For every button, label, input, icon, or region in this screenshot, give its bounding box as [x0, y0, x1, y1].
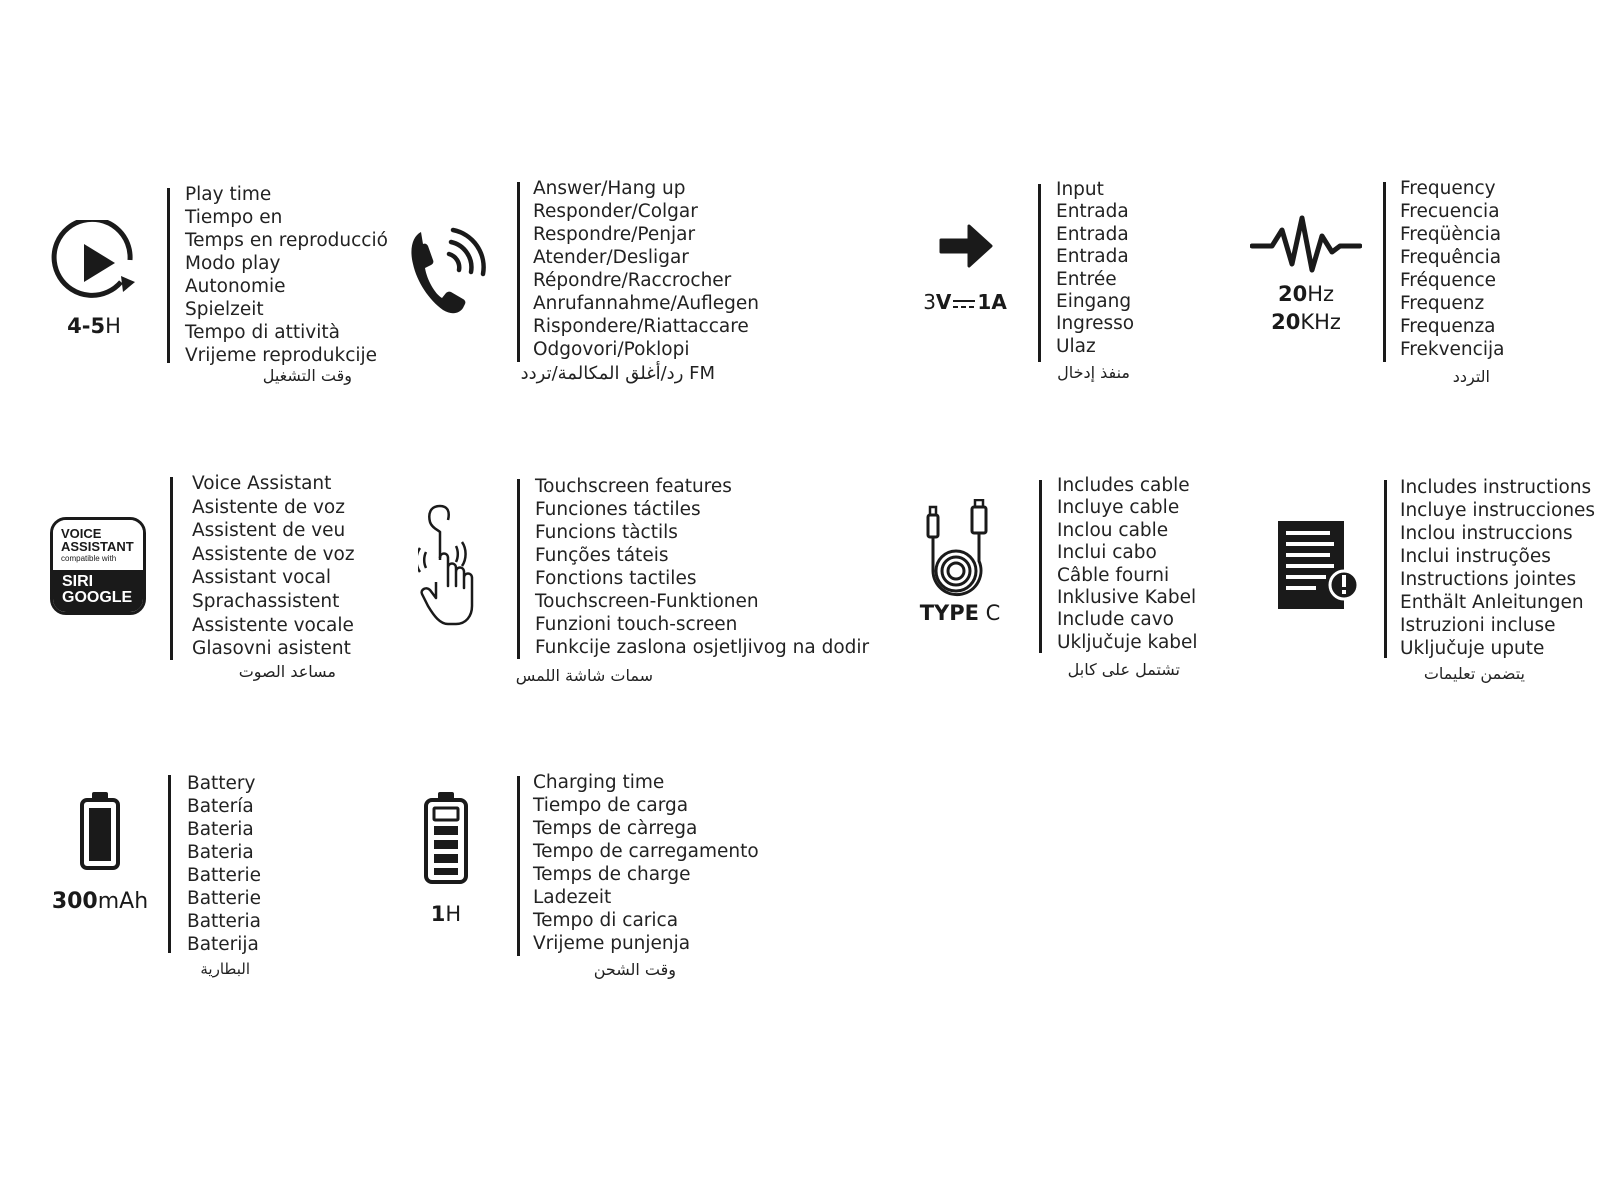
voice-assistant-badge-icon	[50, 517, 146, 615]
label-line: Rispondere/Riattaccare	[533, 316, 749, 337]
label-line: Câble fourni	[1057, 564, 1170, 586]
label-line: Sprachassistent	[192, 590, 340, 612]
touchscreen-icon-area	[418, 502, 488, 630]
label-line: Funções táteis	[535, 545, 669, 566]
label-line: Charging time	[533, 772, 665, 793]
touchscreen-arabic: سمات شاشة اللمس	[515, 666, 653, 685]
label-line: Bateria	[187, 842, 254, 863]
label-line: Frequency	[1400, 178, 1496, 199]
divider	[517, 776, 520, 956]
voice-assistant-labels	[192, 472, 355, 661]
label-line: Touchscreen features	[535, 476, 732, 497]
voice-assistant-arabic: مساعد الصوت	[238, 662, 336, 681]
label-line: Bateria	[187, 819, 254, 840]
label-line: Batteria	[187, 911, 261, 932]
label-line: Frekvencija	[1400, 339, 1505, 360]
label-line: Touchscreen-Funktionen	[535, 591, 759, 612]
badge-line-voice: VOICE	[61, 526, 102, 541]
label-line: Odgovori/Poklopi	[533, 339, 690, 360]
label-line: Answer/Hang up	[533, 178, 686, 199]
battery-arabic: البطارية	[200, 960, 250, 978]
label-line: Temps en reproducció	[185, 230, 388, 251]
divider	[1038, 184, 1041, 362]
badge-line-assistant: ASSISTANT	[61, 539, 134, 554]
arrow-right-icon	[935, 216, 995, 276]
label-line: Inklusive Kabel	[1057, 587, 1197, 609]
battery-icon-area	[48, 790, 152, 916]
dc-symbol-icon	[951, 297, 977, 311]
label-line: Entrada	[1056, 246, 1129, 268]
label-line: Funkcije zaslona osjetljivog na dodir	[535, 637, 870, 658]
label-line: Uključuje upute	[1400, 638, 1545, 659]
frequency-caption-hz: 20Hz	[1277, 282, 1335, 306]
divider	[1039, 480, 1042, 653]
cable-icon-area	[910, 499, 1010, 627]
label-line: Répondre/Raccrocher	[533, 270, 732, 291]
label-line: Includes instructions	[1400, 477, 1592, 498]
cable-labels	[1057, 475, 1198, 654]
label-line: Frecuencia	[1400, 201, 1500, 222]
divider	[170, 477, 173, 660]
label-line: Respondre/Penjar	[533, 224, 696, 245]
label-line: Entrada	[1056, 223, 1129, 245]
cable-caption: TYPE C	[919, 601, 1001, 625]
battery-caption: 300mAh	[51, 889, 149, 914]
label-line: Ladezeit	[533, 887, 612, 908]
label-line: Glasovni asistent	[192, 638, 351, 660]
play-circle-icon	[51, 220, 137, 306]
label-line: Eingang	[1056, 291, 1132, 313]
label-line: Input	[1056, 179, 1104, 200]
cable-arabic: تشتمل على كابل	[1067, 660, 1180, 679]
badge-line-compatible: compatible with	[61, 554, 117, 563]
label-line: Fonctions tactiles	[535, 568, 697, 589]
phone-call-icon	[407, 222, 493, 318]
label-line: Frequenza	[1400, 316, 1496, 337]
badge-top	[53, 520, 143, 570]
label-line: Entrée	[1056, 268, 1117, 290]
usb-cable-icon	[920, 499, 1000, 599]
divider	[167, 188, 170, 363]
label-line: Voice Assistant	[192, 473, 332, 494]
label-line: Tiempo en	[185, 207, 283, 228]
label-line: Batterie	[187, 865, 262, 886]
label-line: Frequência	[1400, 247, 1502, 268]
label-line: Istruzioni incluse	[1400, 615, 1556, 636]
charging-icon-area	[414, 790, 478, 928]
document-alert-icon	[1276, 519, 1360, 611]
label-line: Batterie	[187, 888, 262, 909]
touch-earbud-icon	[418, 502, 488, 630]
label-line: Play time	[185, 184, 272, 205]
answer-arabic: FM رد/أغلق المكالمة/تردد	[520, 363, 715, 384]
label-line: Incluye cable	[1057, 497, 1180, 519]
battery-labels	[187, 772, 261, 956]
label-line: Inclou instruccions	[1400, 523, 1573, 544]
instructions-arabic: يتضمن تعليمات	[1423, 664, 1525, 683]
battery-charging-icon	[422, 790, 470, 886]
label-line: Fréquence	[1400, 270, 1497, 291]
label-line: Inclui instruções	[1400, 546, 1551, 567]
label-line: Inclou cable	[1057, 519, 1169, 541]
divider	[517, 182, 520, 362]
label-line: Assistente de voz	[192, 543, 355, 565]
label-line: Enthält Anleitungen	[1400, 592, 1584, 613]
label-line: Autonomie	[185, 276, 286, 297]
label-line: Tempo de carregamento	[533, 841, 759, 862]
label-line: Ingresso	[1056, 313, 1135, 335]
play-time-caption: 4-5H	[67, 314, 121, 338]
label-line: Ulaz	[1056, 335, 1096, 357]
label-line: Asistente de voz	[192, 496, 345, 518]
input-arabic: منفذ إدخال	[1057, 363, 1130, 382]
frequency-labels	[1400, 177, 1504, 361]
divider	[168, 775, 171, 953]
label-line: Spielzeit	[185, 299, 264, 320]
label-line: Temps de càrrega	[533, 818, 698, 839]
label-line: Assistente vocale	[192, 614, 354, 636]
badge-line-google: GOOGLE	[62, 589, 133, 606]
label-line: Assistant vocal	[192, 567, 332, 589]
label-line: Modo play	[185, 253, 281, 274]
label-line: Freqüència	[1400, 224, 1502, 245]
battery-full-icon	[78, 790, 122, 872]
input-icon-area	[915, 216, 1015, 316]
label-line: Instructions jointes	[1400, 569, 1577, 590]
play-time-arabic: وقت التشغيل	[262, 366, 352, 385]
waveform-icon	[1250, 212, 1362, 276]
label-line: Baterija	[187, 934, 259, 955]
answer-icon-area	[405, 222, 495, 318]
touchscreen-labels	[535, 475, 869, 659]
label-line: Frequenz	[1400, 293, 1485, 314]
label-line: Atender/Desligar	[533, 247, 689, 268]
instructions-labels	[1400, 476, 1595, 660]
label-line: Include cavo	[1057, 609, 1174, 631]
label-line: Battery	[187, 773, 256, 794]
play-time-icon-area	[44, 220, 144, 340]
badge-bottom	[53, 570, 143, 615]
label-line: Funzioni touch-screen	[535, 614, 738, 635]
frequency-icon-area	[1250, 212, 1362, 336]
label-line: Funciones táctiles	[535, 499, 701, 520]
label-line: Batería	[187, 796, 254, 817]
charging-arabic: وقت الشحن	[593, 960, 676, 979]
instructions-icon-area	[1276, 519, 1360, 611]
input-caption: 3V 1A	[923, 290, 1007, 314]
frequency-caption-khz: 20KHz	[1271, 310, 1341, 334]
divider	[517, 479, 520, 659]
label-line: Includes cable	[1057, 475, 1190, 496]
label-line: Vrijeme reprodukcije	[185, 345, 378, 366]
label-line: Responder/Colgar	[533, 201, 698, 222]
label-line: Tempo di carica	[533, 910, 679, 931]
badge-line-siri: SIRI	[62, 573, 94, 590]
charging-labels	[533, 771, 759, 955]
label-line: Tiempo de carga	[533, 795, 689, 816]
label-line: Anrufannahme/Auflegen	[533, 293, 759, 314]
label-line: Entrada	[1056, 201, 1129, 223]
play-time-labels	[185, 183, 388, 367]
label-line: Incluye instrucciones	[1400, 500, 1596, 521]
charging-caption: 1H	[430, 902, 462, 926]
label-line: Inclui cabo	[1057, 542, 1157, 564]
frequency-arabic: التردد	[1452, 367, 1490, 386]
label-line: Uključuje kabel	[1057, 631, 1198, 653]
label-line: Temps de charge	[533, 864, 691, 885]
answer-labels	[533, 177, 759, 361]
label-line: Vrijeme punjenja	[533, 933, 691, 954]
input-labels	[1056, 179, 1134, 358]
label-line: Tempo di attività	[185, 322, 340, 343]
label-line: Assistent de veu	[192, 520, 346, 542]
divider	[1384, 480, 1387, 658]
label-line: Funcions tàctils	[535, 522, 678, 543]
divider	[1383, 182, 1386, 362]
